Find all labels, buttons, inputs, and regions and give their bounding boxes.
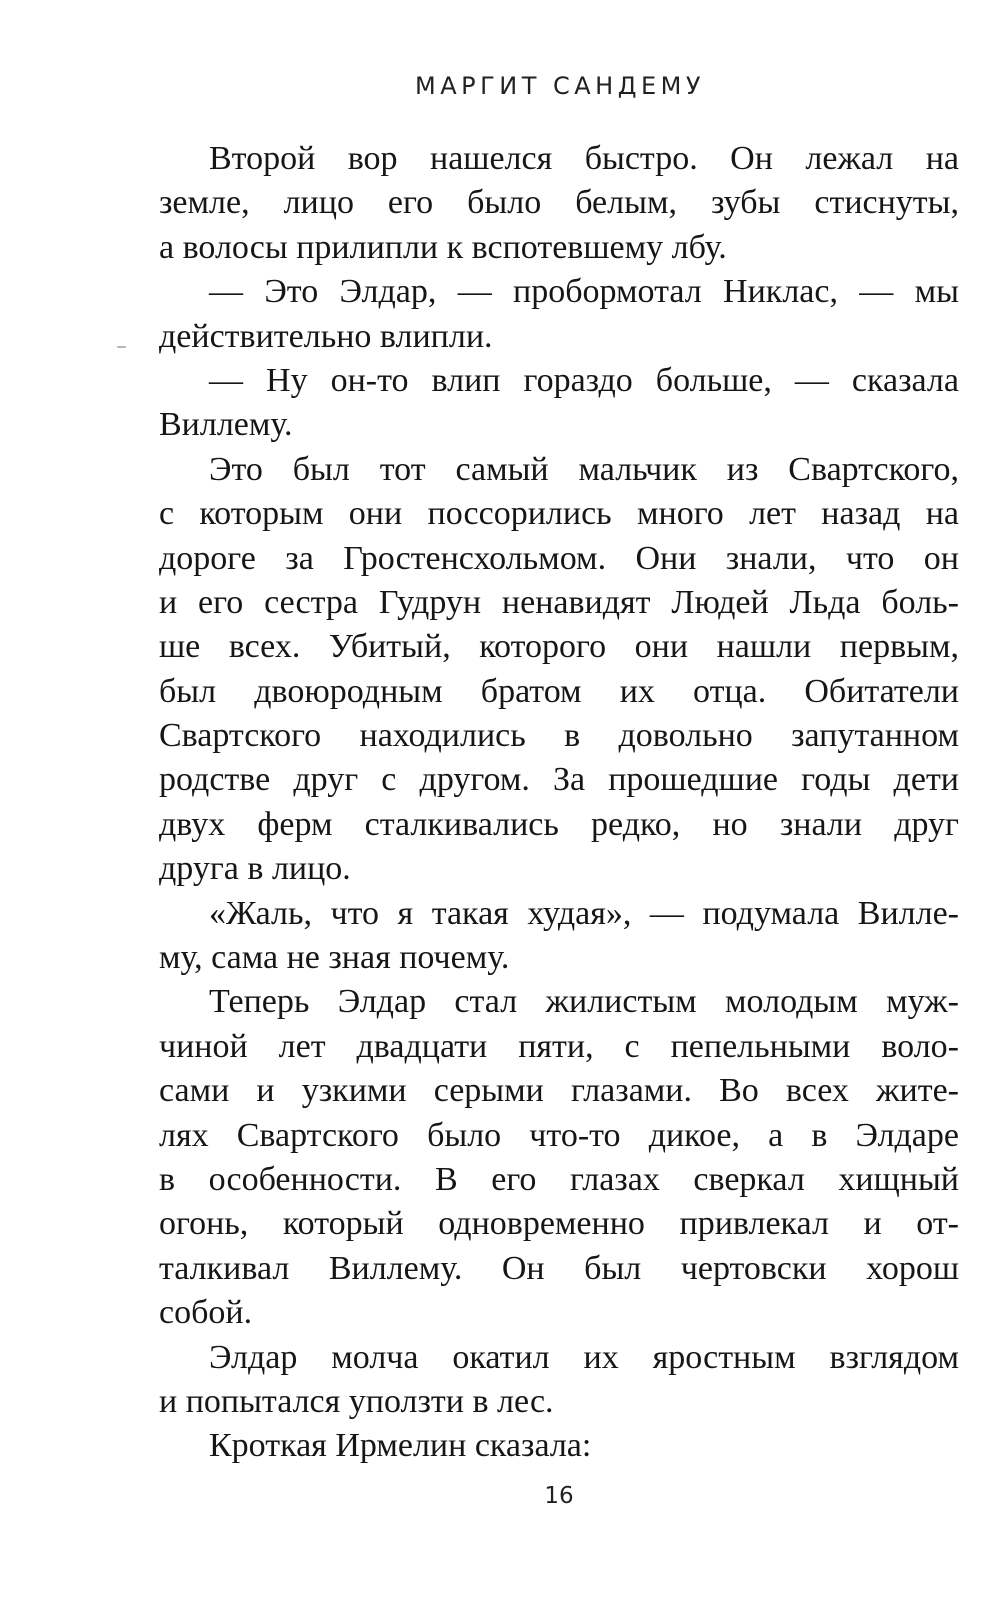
paragraph (159, 137, 959, 270)
text-line: друга в лицо. (159, 850, 351, 888)
text-line: и его сестра Гудрун ненавидят Людей Льда боль- (159, 583, 959, 621)
text-line: Второй вор нашелся быстро. Он лежал на (209, 140, 959, 177)
paragraph (159, 448, 959, 892)
text-line: собой. (159, 1294, 253, 1332)
text-line: Теперь Элдар стал жилистым молодым муж- (209, 983, 959, 1021)
margin-mark (117, 346, 126, 348)
running-head: МАРГИТ САНДЕМУ (415, 72, 705, 100)
text-line: Элдар молча окатил их яростным взглядом (209, 1338, 959, 1376)
text-line: му, сама не зная почему. (159, 939, 510, 977)
body-text (159, 137, 959, 1469)
paragraph (159, 1424, 959, 1468)
text-line: был двоюродным братом их отца. Обитатели (159, 672, 959, 710)
text-line: сами и узкими серыми глазами. Во всех жите- (159, 1072, 959, 1110)
paragraph (159, 980, 959, 1335)
text-line: огонь, который одновременно привлекал и от- (159, 1205, 959, 1243)
text-line: — Ну он-то влип гораздо больше, — сказала (209, 361, 959, 399)
text-line: Виллему. (159, 406, 293, 444)
text-line: «Жаль, что я такая худая», — подумала Вилле- (209, 894, 959, 932)
text-line: лях Свартского было что-то дикое, а в Элдаре (159, 1116, 959, 1154)
text-line: Свартского находились в довольно запутанном (159, 717, 959, 755)
text-line: с которым они поссорились много лет назад на (159, 495, 959, 533)
text-line: двух ферм сталкивались редко, но знали друг (159, 805, 959, 843)
paragraph (159, 359, 959, 448)
text-line: Кроткая Ирмелин сказала: (209, 1427, 592, 1465)
page-number: 16 (544, 1483, 574, 1509)
text-line: Это был тот самый мальчик из Свартского, (209, 450, 959, 488)
text-line: дороге за Гростенсхольмом. Они знали, что он (159, 539, 959, 577)
text-line: родстве друг с другом. За прошедшие годы дети (159, 761, 959, 799)
text-line: в особенности. В его глазах сверкал хищный (159, 1160, 959, 1198)
text-line: земле, лицо его было белым, зубы стиснуты, (159, 184, 959, 222)
text-line: талкивал Виллему. Он был чертовски хорош (159, 1249, 959, 1287)
text-line: действительно влипли. (159, 317, 493, 355)
text-line: чиной лет двадцати пяти, с пепельными воло- (159, 1027, 959, 1065)
text-line: а волосы прилипли к вспотевшему лбу. (159, 228, 727, 266)
text-line: ше всех. Убитый, которого они нашли первым, (159, 628, 959, 666)
paragraph (159, 1336, 959, 1425)
text-line: — Это Элдар, — пробормотал Никлас, — мы (209, 273, 959, 311)
text-line: и попытался уползти в лес. (159, 1382, 554, 1420)
paragraph (159, 892, 959, 981)
paragraph (159, 270, 959, 359)
